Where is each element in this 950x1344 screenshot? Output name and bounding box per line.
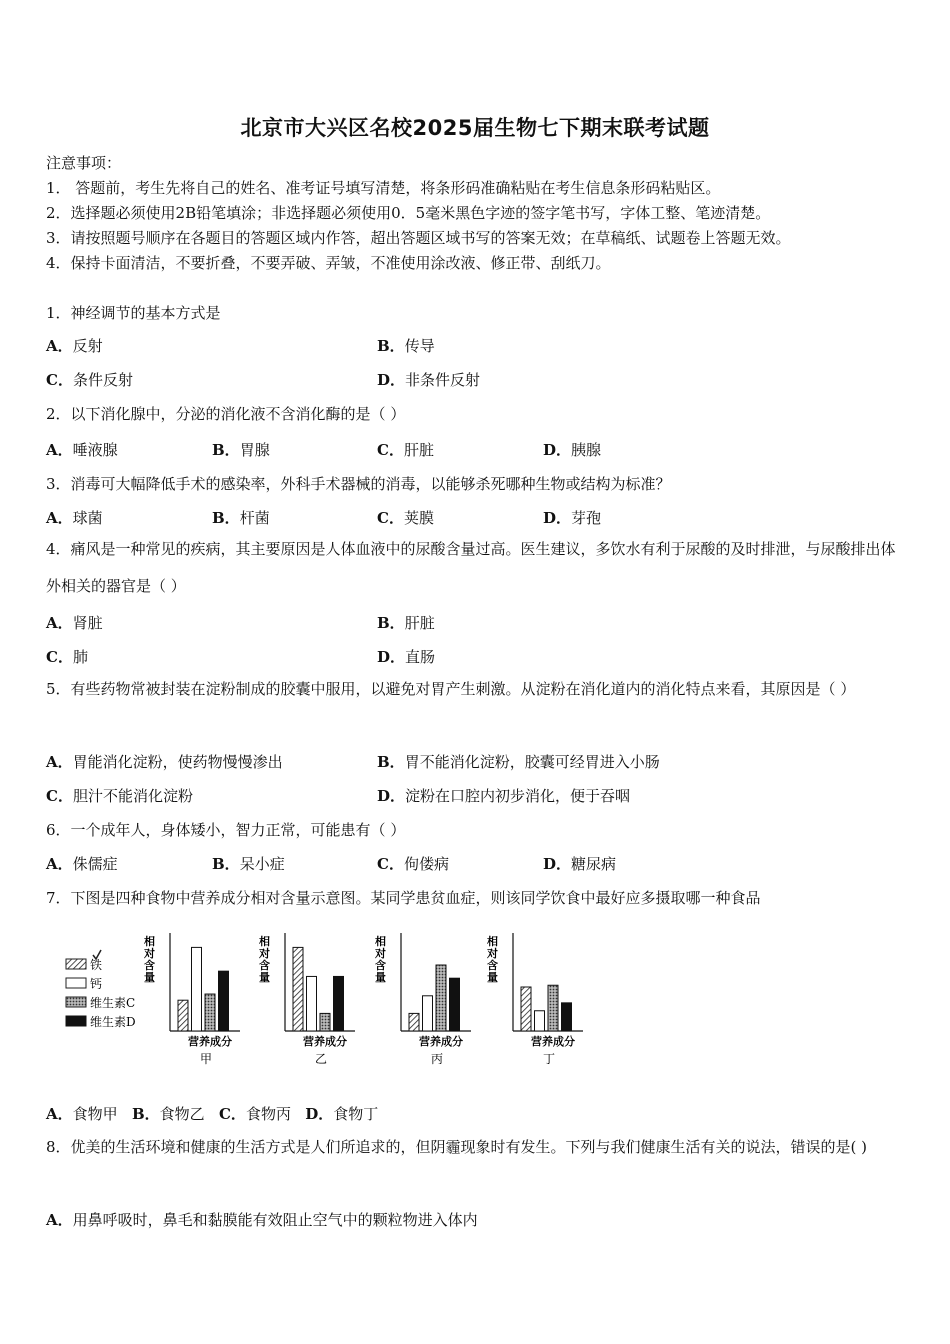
notice-item: 1． 答题前，考生先将自己的姓名、准考证号填写清楚，将条形码准确粘贴在考生信息条形码粘贴区。 (46, 179, 721, 197)
option: D．淀粉在口腔内初步消化，便于吞咽 (377, 787, 631, 805)
option: A．唾液腺 (46, 441, 118, 459)
option: C．胆汁不能消化淀粉 (46, 787, 193, 805)
y-axis-label: 相 (375, 935, 386, 948)
notice-item: 2．选择题必须使用2B铅笔填涂；非选择题必须使用0．5毫米黑色字迹的签字笔书写，字体工整、笔迹清楚。 (46, 204, 771, 222)
nutrient-bar-charts (60, 925, 600, 1070)
chart-name: 甲 (200, 1052, 213, 1066)
notice-heading: 注意事项： (46, 154, 122, 172)
y-axis-label: 含 (144, 959, 155, 972)
option: D．非条件反射 (377, 371, 481, 389)
y-axis-label: 对 (375, 947, 386, 960)
bar-丁-铁 (521, 987, 531, 1031)
bar-乙-维生素C (320, 1013, 330, 1031)
y-axis-label: 含 (487, 959, 498, 972)
question-stem: 4．痛风是一种常见的疾病，其主要原因是人体血液中的尿酸含量过高。医生建议，多饮水有利于尿酸的及时排泄，与尿酸排出体外相关的器官是（ ） (46, 540, 896, 595)
chart-name: 乙 (315, 1052, 328, 1066)
legend-label: 维生素C (90, 996, 136, 1010)
y-axis-label: 对 (487, 947, 498, 960)
chart-name: 丁 (543, 1052, 556, 1066)
option: B．肝脏 (377, 614, 435, 632)
option: A．胃能消化淀粉，使药物慢慢渗出 (46, 753, 283, 771)
option: C．荚膜 (377, 509, 434, 527)
question-stem: 8．优美的生活环境和健康的生活方式是人们所追求的，但阴霾现象时有发生。下列与我们健康生活有关的说法，错误的是( ) (46, 1138, 868, 1156)
legend-swatch-vitamin-d (66, 1016, 86, 1026)
bar-甲-维生素C (205, 994, 215, 1031)
x-axis-label: 营养成分 (419, 1035, 463, 1048)
option: C．条件反射 (46, 371, 133, 389)
page-title: 北京市大兴区名校2025届生物七下期末联考试题 (240, 116, 710, 140)
option: A．肾脏 (46, 614, 103, 632)
bar-甲-钙 (192, 947, 202, 1031)
y-axis-label: 含 (259, 959, 270, 972)
legend-label: 维生素D (90, 1015, 136, 1029)
y-axis-label: 相 (487, 935, 498, 948)
x-axis-label: 营养成分 (531, 1035, 575, 1048)
bar-乙-维生素D (334, 976, 344, 1031)
chart-legend (66, 950, 136, 1029)
bar-乙-钙 (307, 976, 317, 1031)
bar-甲-铁 (178, 1000, 188, 1031)
bar-丁-维生素D (562, 1003, 572, 1031)
notice-item: 4．保持卡面清洁，不要折叠，不要弄破、弄皱，不准使用涂改液、修正带、刮纸刀。 (46, 254, 611, 272)
option: D．胰腺 (543, 441, 602, 459)
option: B．呆小症 (212, 855, 285, 873)
question-stem: 6．一个成年人，身体矮小，智力正常，可能患有（ ） (46, 821, 406, 839)
option: B．胃腺 (212, 441, 270, 459)
option: D．芽孢 (543, 509, 602, 527)
option: D．糖尿病 (543, 855, 617, 873)
option: C．肝脏 (377, 441, 434, 459)
x-axis-label: 营养成分 (303, 1035, 347, 1048)
legend-swatch-vitamin-c (66, 997, 86, 1007)
bar-甲-维生素D (219, 971, 229, 1031)
bar-丙-铁 (409, 1013, 419, 1031)
bar-丙-维生素D (450, 978, 460, 1031)
x-axis-label: 营养成分 (188, 1035, 232, 1048)
option: B．杆菌 (212, 509, 270, 527)
bar-乙-铁 (293, 947, 303, 1031)
question-stem: 1．神经调节的基本方式是 (46, 304, 221, 322)
legend-swatch-iron (66, 959, 86, 969)
y-axis-label: 量 (375, 971, 386, 984)
options-row: A．食物甲 B．食物乙 C．食物丙 D．食物丁 (46, 1105, 379, 1123)
question-stem: 7．下图是四种食物中营养成分相对含量示意图。某同学患贫血症，则该同学饮食中最好应多摄取哪一种食品 (46, 889, 761, 907)
option: A．用鼻呼吸时，鼻毛和黏膜能有效阻止空气中的颗粒物进入体内 (46, 1211, 478, 1229)
y-axis-label: 对 (144, 947, 155, 960)
option: C．佝偻病 (377, 855, 449, 873)
question-stem: 2．以下消化腺中，分泌的消化液不含消化酶的是（ ） (46, 405, 406, 423)
bar-丙-维生素C (436, 965, 446, 1031)
y-axis-label: 相 (144, 935, 155, 948)
option: B．传导 (377, 337, 435, 355)
question-stem: 5．有些药物常被封装在淀粉制成的胶囊中服用，以避免对胃产生刺激。从淀粉在消化道内的消化特点来看，其原因是（ ） (46, 680, 856, 698)
chart-name: 丙 (431, 1052, 444, 1066)
y-axis-label: 含 (375, 959, 386, 972)
bar-丁-钙 (535, 1011, 545, 1031)
y-axis-label: 对 (259, 947, 270, 960)
option: C．肺 (46, 648, 88, 666)
option: A．反射 (46, 337, 103, 355)
y-axis-label: 量 (144, 971, 155, 984)
option: D．直肠 (377, 648, 436, 666)
y-axis-label: 量 (259, 971, 270, 984)
bar-丙-钙 (423, 996, 433, 1031)
option: A．球菌 (46, 509, 103, 527)
option: B．胃不能消化淀粉，胶囊可经胃进入小肠 (377, 753, 660, 771)
y-axis-label: 量 (487, 971, 498, 984)
question-stem: 3．消毒可大幅降低手术的感染率，外科手术器械的消毒，以能够杀死哪种生物或结构为标准？ (46, 475, 671, 493)
legend-swatch-calcium (66, 978, 86, 988)
legend-label: 钙 (90, 977, 103, 991)
legend-label: 铁 (90, 958, 103, 972)
option: A．侏儒症 (46, 855, 118, 873)
bar-丁-维生素C (548, 985, 558, 1031)
y-axis-label: 相 (259, 935, 270, 948)
notice-item: 3．请按照题号顺序在各题目的答题区域内作答，超出答题区域书写的答案无效；在草稿纸、试题卷上答题无效。 (46, 229, 791, 247)
